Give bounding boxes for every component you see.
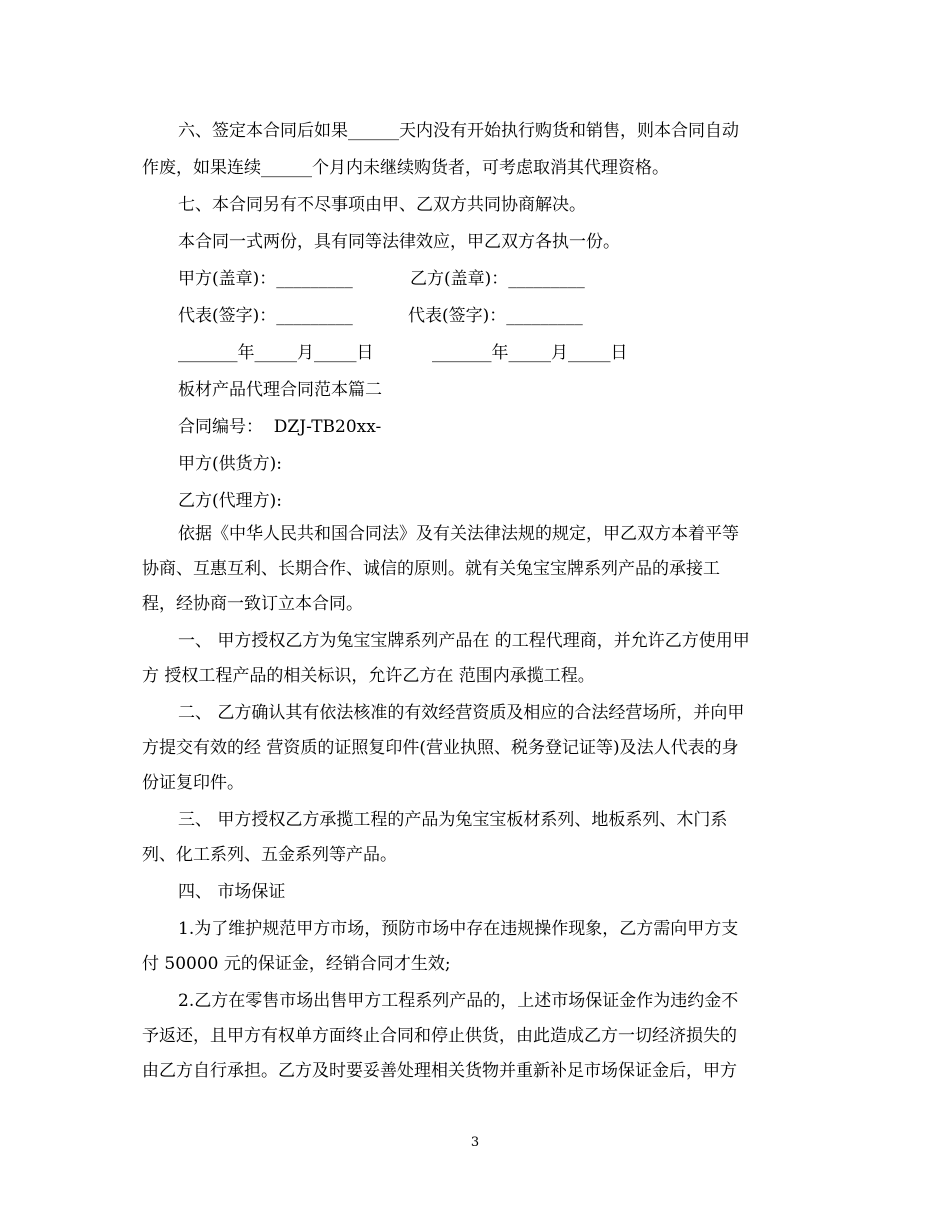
preamble-line-2: 协商、互惠互利、长期合作、诚信的原则。就有关兔宝宝牌系列产品的承接工 — [142, 559, 720, 579]
clause-six-line-1: 六、签定本合同后如果______天内没有开始执行购货和销售，则本合同自动 — [178, 121, 739, 141]
clause-one-line-1: 一、 甲方授权乙方为兔宝宝牌系列产品在 的工程代理商，并允许乙方使用甲 — [178, 631, 750, 651]
clause-three-line-1: 三、 甲方授权乙方承揽工程的产品为兔宝宝板材系列、地板系列、木门系 — [178, 810, 728, 830]
date-b: _______年_____月_____日 — [432, 343, 628, 363]
clause-four-heading: 四、 市场保证 — [178, 882, 286, 902]
clause-four-item-2-line-3: 由乙方自行承担。乙方及时要妥善处理相关货物并重新补足市场保证金后，甲方 — [142, 1061, 737, 1081]
party-a-seal: 甲方(盖章)：_________ — [178, 269, 353, 289]
clause-four-item-2-line-2: 予返还，且甲方有权单方面终止合同和停止供货，由此造成乙方一切经济损失的 — [142, 1026, 737, 1046]
clause-two-line-3: 份证复印件。 — [142, 773, 244, 793]
date-a: _______年_____月_____日 — [178, 343, 374, 363]
clause-one-line-2: 方 授权工程产品的相关标识，允许乙方在 范围内承揽工程。 — [142, 666, 595, 686]
section-title: 板材产品代理合同范本篇二 — [178, 380, 382, 400]
rep-a-signature: 代表(签字)：_________ — [178, 306, 353, 326]
preamble-line-1: 依据《中华人民共和国合同法》及有关法律法规的规定，甲乙双方本着平等 — [178, 524, 739, 544]
copies-statement: 本合同一式两份，具有同等法律效应，甲乙双方各执一份。 — [178, 232, 620, 252]
clause-four-item-2-line-1: 2.乙方在零售市场出售甲方工程系列产品的，上述市场保证金作为违约金不 — [178, 991, 739, 1011]
clause-two-line-1: 二、 乙方确认其有依法核准的有效经营资质及相应的合法经营场所，并向甲 — [178, 703, 745, 723]
clause-four-item-1-line-1: 1.为了维护规范甲方市场，预防市场中存在违规操作现象，乙方需向甲方支 — [178, 919, 739, 939]
party-a-label: 甲方(供货方): — [178, 454, 282, 474]
preamble-line-3: 程，经协商一致订立本合同。 — [142, 594, 363, 614]
party-b-seal: 乙方(盖章)：_________ — [410, 269, 585, 289]
contract-number: 合同编号： DZJ-TB20xx- — [178, 417, 382, 437]
clause-three-line-2: 列、化工系列、五金系列等产品。 — [142, 845, 397, 865]
clause-six-line-2: 作废，如果连续______个月内未继续购货者，可考虑取消其代理资格。 — [142, 158, 669, 178]
clause-two-line-2: 方提交有效的经 营资质的证照复印件(营业执照、税务登记证等)及法人代表的身 — [142, 738, 739, 758]
clause-four-item-1-line-2: 付 50000 元的保证金，经销合同才生效; — [142, 954, 451, 974]
rep-b-signature: 代表(签字)：_________ — [408, 306, 583, 326]
party-b-label: 乙方(代理方): — [178, 491, 282, 511]
clause-seven: 七、本合同另有不尽事项由甲、乙双方共同协商解决。 — [178, 195, 586, 215]
page-number: 3 — [470, 1135, 480, 1150]
